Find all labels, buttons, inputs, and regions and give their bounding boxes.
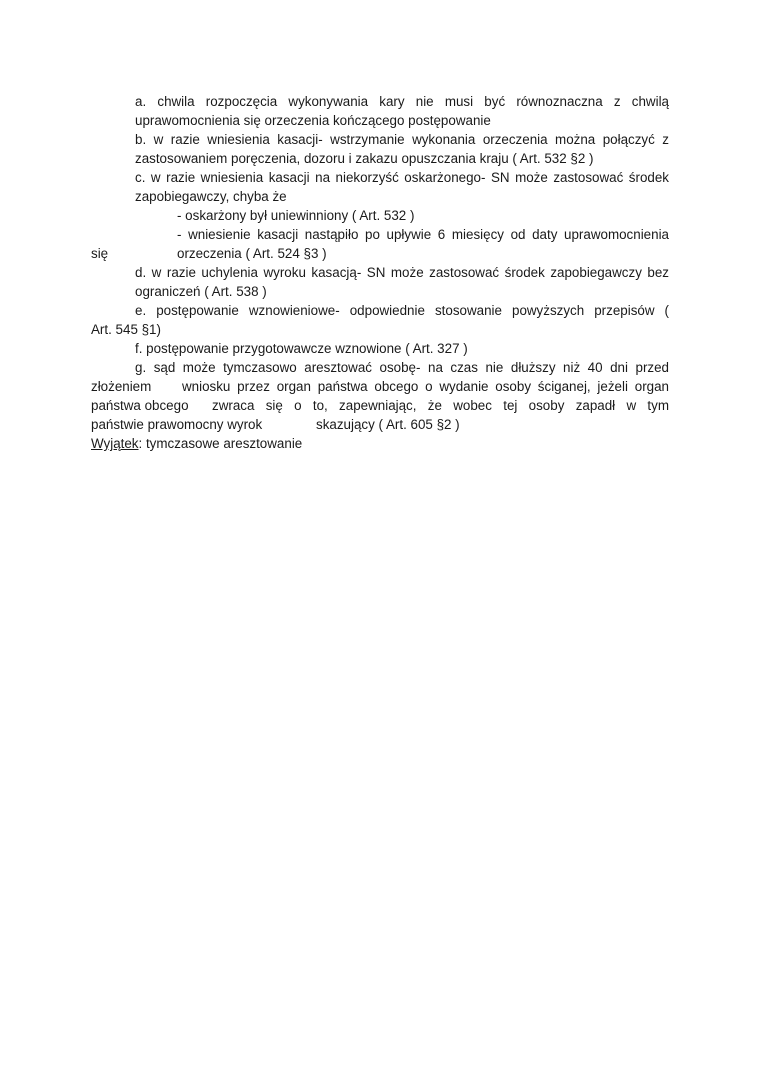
item-c-subpoint-1: - oskarżony był uniewinniony ( Art. 532 ) [177,208,415,223]
item-g-line-2-right: wniosku przez organ państwa obcego o wydanie osoby ściganej, jeżeli organ [182,379,669,394]
item-g-line-4-left: państwie prawomocny wyrok [91,417,263,432]
item-c-subpoint-2-wrap-left: się [91,246,109,261]
item-a-line-2: uprawomocnienia się orzeczenia kończącego postępowanie [135,113,491,128]
item-c-line-2: zapobiegawczy, chyba że [135,189,287,204]
item-g-line-3-right: zwraca się o to, zapewniając, że wobec tej osoby zapadł w tym [212,398,669,413]
item-g-line-4-right: skazujący ( Art. 605 §2 ) [316,417,460,432]
item-c-subpoint-2-wrap-right: orzeczenia ( Art. 524 §3 ) [177,246,327,261]
exception-text: : tymczasowe aresztowanie [138,436,303,451]
item-d-line-1: d. w razie uchylenia wyroku kasacją- SN może zastosować środek zapobiegawczy bez [135,265,669,280]
item-f-line-1: f. postępowanie przygotowawcze wznowione ( Art. 327 ) [135,341,468,356]
item-e-line-1: e. postępowanie wznowieniowe- odpowiednie stosowanie powyższych przepisów ( [135,303,669,318]
exception-line [91,434,302,453]
item-e-line-2: Art. 545 §1) [91,322,161,337]
exception-label: Wyjątek [91,436,139,451]
item-a-line-1: a. chwila rozpoczęcia wykonywania kary nie musi być równoznaczna z chwilą [135,94,669,109]
item-c-line-1: c. w razie wniesienia kasacji na niekorzyść oskarżonego- SN może zastosować środek [135,170,669,185]
item-d-line-2: ograniczeń ( Art. 538 ) [135,284,267,299]
item-c-subpoint-2: - wniesienie kasacji nastąpiło po upływie 6 miesięcy od daty uprawomocnienia [177,227,669,242]
item-g-line-1: g. sąd może tymczasowo aresztować osobę- na czas nie dłuższy niż 40 dni przed [135,360,669,375]
item-b-line-2: zastosowaniem poręczenia, dozoru i zakazu opuszczania kraju ( Art. 532 §2 ) [135,151,594,166]
item-g-line-2-left: złożeniem [91,379,152,394]
item-b-line-1: b. w razie wniesienia kasacji- wstrzymanie wykonania orzeczenia można połączyć z [135,132,669,147]
item-g-line-3-left: państwa obcego [91,398,189,413]
